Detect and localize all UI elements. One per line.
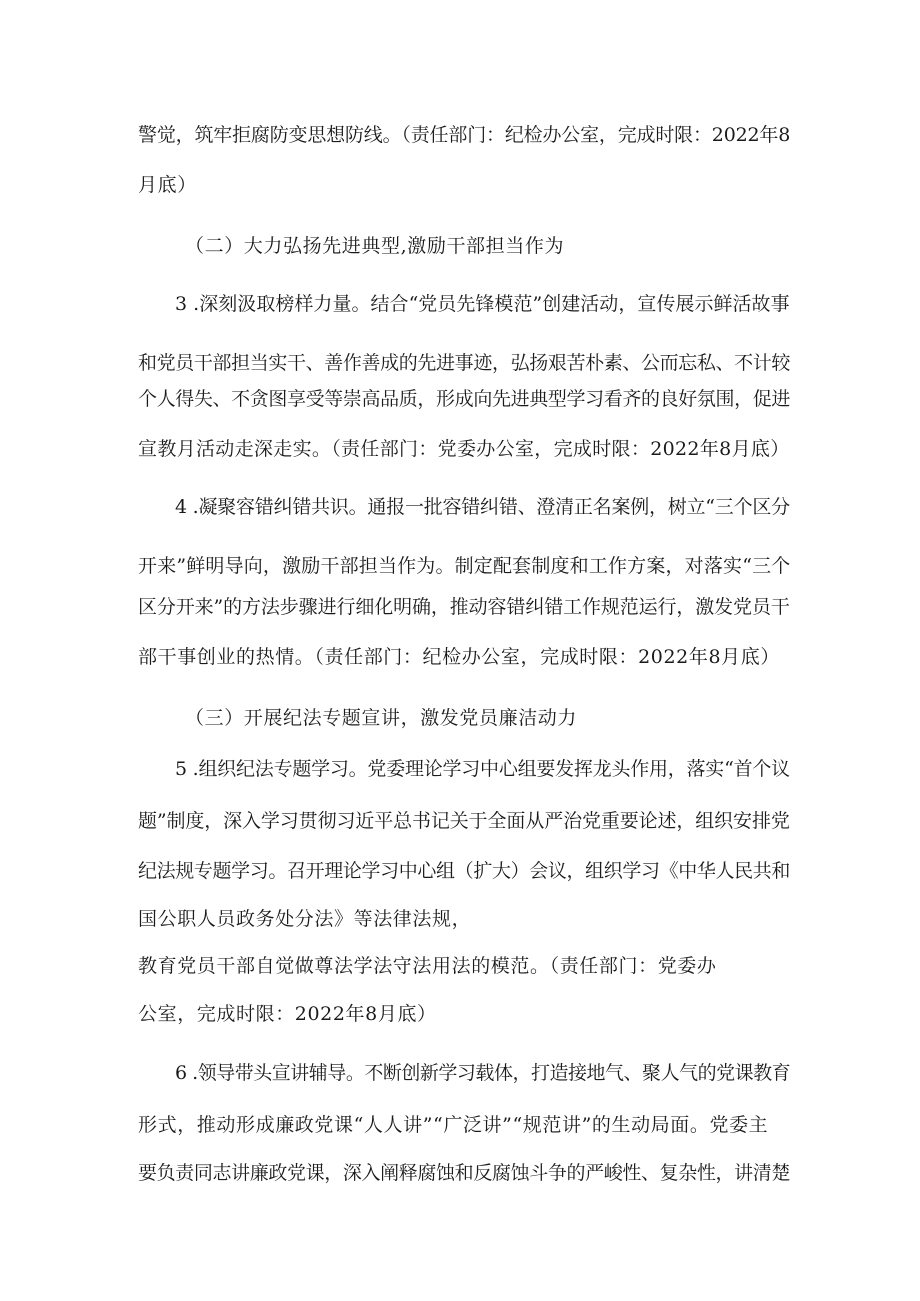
item-4-line: 4 .凝聚容错纠错共识。通报一批容错纠错、澄清正名案例，树立“三个区分 — [175, 496, 790, 518]
text-line: 宣教月活动走深走实。（责任部门：党委办公室，完成时限：2022年8月底） — [138, 438, 790, 460]
text-line: 题”制度，深入学习贯彻习近平总书记关于全面从严治党重要论述，组织安排党 — [138, 810, 790, 832]
text-line: 纪法规专题学习。召开理论学习中心组（扩大）会议，组织学习《中华人民共和 — [138, 860, 791, 882]
text-line: 月底） — [138, 174, 197, 196]
text-line: 国公职人员政务处分法》等法律法规， — [138, 908, 472, 930]
text-line: 警觉，筑牢拒腐防变思想防线。（责任部门：纪检办公室，完成时限：2022年8 — [138, 124, 791, 146]
text-line: 和党员干部担当实干、善作善成的先进事迹，弘扬艰苦朴素、公而忘私、不计较 — [138, 352, 791, 374]
text-line: 个人得失、不贪图享受等崇高品质，形成向先进典型学习看齐的良好氛围，促进 — [138, 388, 791, 410]
text-line: 开来”鲜明导向，激励干部担当作为。制定配套制度和工作方案，对落实“三个 — [138, 555, 791, 577]
item-5-line: 5 .组织纪法专题学习。党委理论学习中心组要发挥龙头作用，落实“首个议 — [175, 758, 790, 780]
text-line: 公室，完成时限：2022年8月底） — [138, 1003, 437, 1025]
text-line: 教育党员干部自觉做尊法学法守法用法的模范。（责任部门：党委办 — [138, 955, 717, 977]
section-heading-2: （二）大力弘扬先进典型,激励干部担当作为 — [185, 235, 565, 257]
section-heading-3: （三）开展纪法专题宣讲，激发党员廉洁动力 — [185, 707, 578, 729]
text-line: 形式，推动形成廉政党课“人人讲”“广泛讲”“规范讲”的生动局面。党委主 — [138, 1114, 769, 1136]
text-line: 要负责同志讲廉政党课，深入阐释腐蚀和反腐蚀斗争的严峻性、复杂性，讲清楚 — [138, 1162, 791, 1184]
text-line: 部干事创业的热情。（责任部门：纪检办公室，完成时限：2022年8月底） — [138, 646, 780, 668]
text-line: 区分开来”的方法步骤进行细化明确，推动容错纠错工作规范运行，激发党员干 — [138, 596, 790, 618]
item-3-line: 3 .深刻汲取榜样力量。结合“党员先锋模范”创建活动，宣传展示鲜活故事 — [175, 293, 790, 315]
item-6-line: 6 .领导带头宣讲辅导。不断创新学习载体，打造接地气、聚人气的党课教育 — [175, 1062, 791, 1084]
